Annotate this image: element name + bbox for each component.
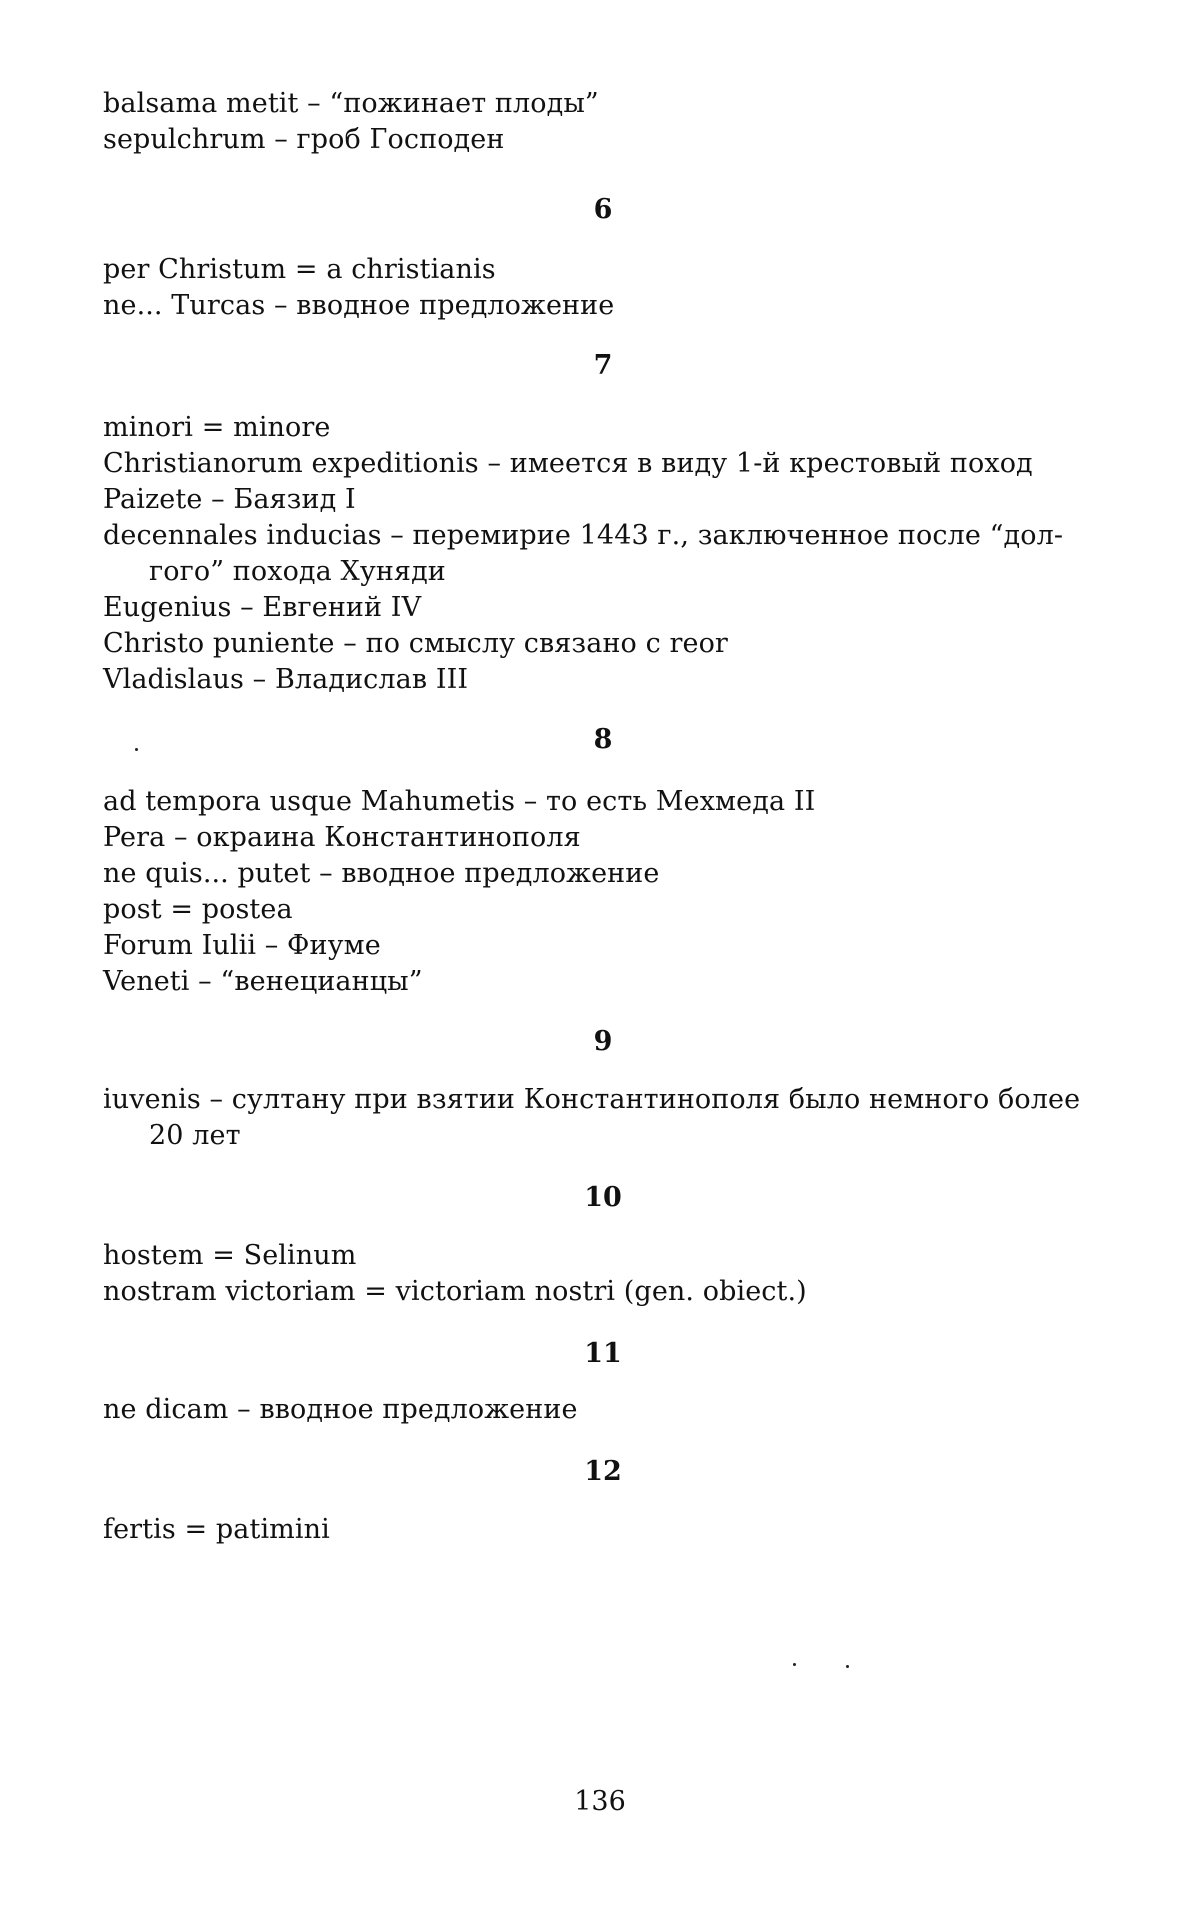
commentary-text bbox=[103, 86, 1103, 1548]
gloss-line: Vladislaus – Владислав III bbox=[103, 664, 469, 695]
section-number: 6 bbox=[593, 194, 613, 225]
section-7 bbox=[103, 348, 1103, 698]
gloss-line: ne dicam – вводное предложение bbox=[103, 1394, 578, 1425]
gloss-line: ne... Turcas – вводное предложение bbox=[103, 290, 615, 321]
intro-line: sepulchrum – гроб Господен bbox=[103, 124, 505, 155]
gloss-line: Paizete – Баязид I bbox=[103, 484, 356, 515]
section-number: 10 bbox=[584, 1182, 622, 1213]
section-number: 12 bbox=[584, 1456, 622, 1487]
gloss-line: ne quis... putet – вводное предложение bbox=[103, 858, 660, 889]
section-11 bbox=[103, 1336, 1103, 1428]
gloss-line: Christianorum expeditionis – имеется в виду 1-й крестовый поход bbox=[103, 448, 1033, 479]
section-8 bbox=[103, 722, 1103, 1000]
scan-speck bbox=[846, 1665, 849, 1668]
section-number: 8 bbox=[593, 724, 613, 755]
gloss-line: ad tempora usque Mahumetis – то есть Мехмеда II bbox=[103, 786, 816, 817]
section-number: 7 bbox=[593, 350, 613, 381]
gloss-line: minori = minore bbox=[103, 412, 331, 443]
gloss-line: post = postea bbox=[103, 894, 293, 925]
gloss-line: Veneti – “венецианцы” bbox=[103, 966, 423, 997]
gloss-line-continuation: гого” похода Хуняди bbox=[149, 556, 446, 587]
scan-speck bbox=[135, 748, 138, 751]
section-9 bbox=[103, 1024, 1103, 1154]
section-6 bbox=[103, 192, 1103, 324]
gloss-line: per Christum = a christianis bbox=[103, 254, 496, 285]
scan-speck bbox=[793, 1663, 796, 1666]
gloss-line: decennales inducias – перемирие 1443 г., заключенное после “дол- bbox=[103, 520, 1064, 551]
gloss-line: Forum Iulii – Фиуме bbox=[103, 930, 381, 961]
section-10 bbox=[103, 1180, 1103, 1310]
section-12 bbox=[103, 1454, 1103, 1548]
section-number: 11 bbox=[584, 1338, 622, 1369]
gloss-line: nostram victoriam = victoriam nostri (gen. obiect.) bbox=[103, 1276, 807, 1307]
gloss-line: hostem = Selinum bbox=[103, 1240, 357, 1271]
gloss-line: Eugenius – Евгений IV bbox=[103, 592, 422, 623]
gloss-line: Pera – окраина Константинополя bbox=[103, 822, 581, 853]
gloss-line: iuvenis – султану при взятии Константинополя было немного более bbox=[103, 1084, 1081, 1115]
page-number: 136 bbox=[574, 1786, 626, 1817]
gloss-line: fertis = patimini bbox=[103, 1514, 330, 1545]
intro-block bbox=[103, 86, 1103, 158]
gloss-line-continuation: 20 лет bbox=[149, 1120, 241, 1151]
intro-line: balsama metit – “пожинает плоды” bbox=[103, 88, 599, 119]
section-number: 9 bbox=[593, 1026, 613, 1057]
gloss-line: Christo puniente – по смыслу связано с reor bbox=[103, 628, 728, 659]
